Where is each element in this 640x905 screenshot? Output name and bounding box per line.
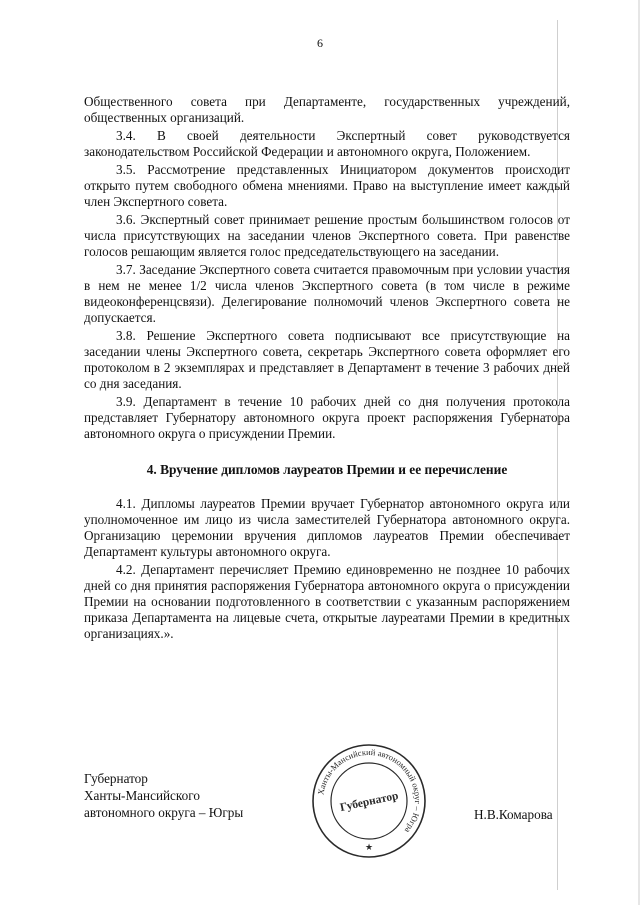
svg-text:★: ★ [364,842,374,852]
svg-text:Ханты-Мансийский автономный ок: Ханты-Мансийский автономный округ – Югра [315,746,424,836]
paragraph-3-8: 3.8. Решение Экспертного совета подписывают все присутствующие на заседании члены Экспертного совета, секретарь Экспертного совета оформляет его протоколом в 2 экземплярах и представляет в Департамент в течение 3 рабочих дней со дня заседания. [84,328,570,391]
paragraph-4-1: 4.1. Дипломы лауреатов Премии вручает Губернатор автономного округа или уполномоченное им лицо из числа заместителей Губернатора автономного округа. Организацию церемонии вручения дипломов лауреатов Премии обеспечивает Департамент культуры автономного округа. [84,496,570,559]
paragraph-4-2: 4.2. Департамент перечисляет Премию единовременно не позднее 10 рабочих дней со дня принятия распоряжения Губернатора автономного округа о присуждении Премии на основании подготовленного в соответствии с указанным распоряжением приказа Департамента на лицевые счета, открытые лауреатами Премии в кредитных организациях.». [84,562,570,641]
signature-title-line1: Губернатор [84,771,148,786]
signatory-name: Н.В.Комарова [474,807,553,822]
paragraph-3-4: 3.4. В своей деятельности Экспертный совет руководствуется законодательством Российской Федерации и автономного округа, Положением. [84,128,570,159]
page-number: 6 [317,36,323,50]
document-body [84,94,570,644]
section-4-heading: 4. Вручение дипломов лауреатов Премии и ее перечисление [146,462,508,477]
paragraph-continuation: Общественного совета при Департаменте, государственных учреждений, общественных организаций. [84,94,570,125]
signature-title-block [84,770,243,821]
signature-title-line2: Ханты-Мансийского [84,788,200,803]
paragraph-3-6: 3.6. Экспертный совет принимает решение простым большинством голосов от числа присутствующих на заседании членов Экспертного совета. При равенстве голосов решающим является голос председательствующего на заседании. [84,212,570,259]
signature-title-line3: автономного округа – Югры [84,805,244,820]
paragraph-3-5: 3.5. Рассмотрение представленных Инициатором документов происходит открыто путем свободного обмена мнениями. Право на выступление имеет каждый член Экспертного совета. [84,162,570,209]
svg-text:Губернатор: Губернатор [338,789,400,815]
paragraph-3-9: 3.9. Департамент в течение 10 рабочих дней со дня получения протокола представляет Губернатору автономного округа проект распоряжения Губернатора автономного округа о присуждении Премии. [84,394,570,441]
paragraph-3-7: 3.7. Заседание Экспертного совета считается правомочным при условии участия в нем не менее 1/2 числа членов Экспертного совета (в том числе в режиме видеоконференцсвязи). Делегирование полномочий членов Экспертного совета не допускается. [84,262,570,325]
official-seal-stamp [310,742,428,860]
